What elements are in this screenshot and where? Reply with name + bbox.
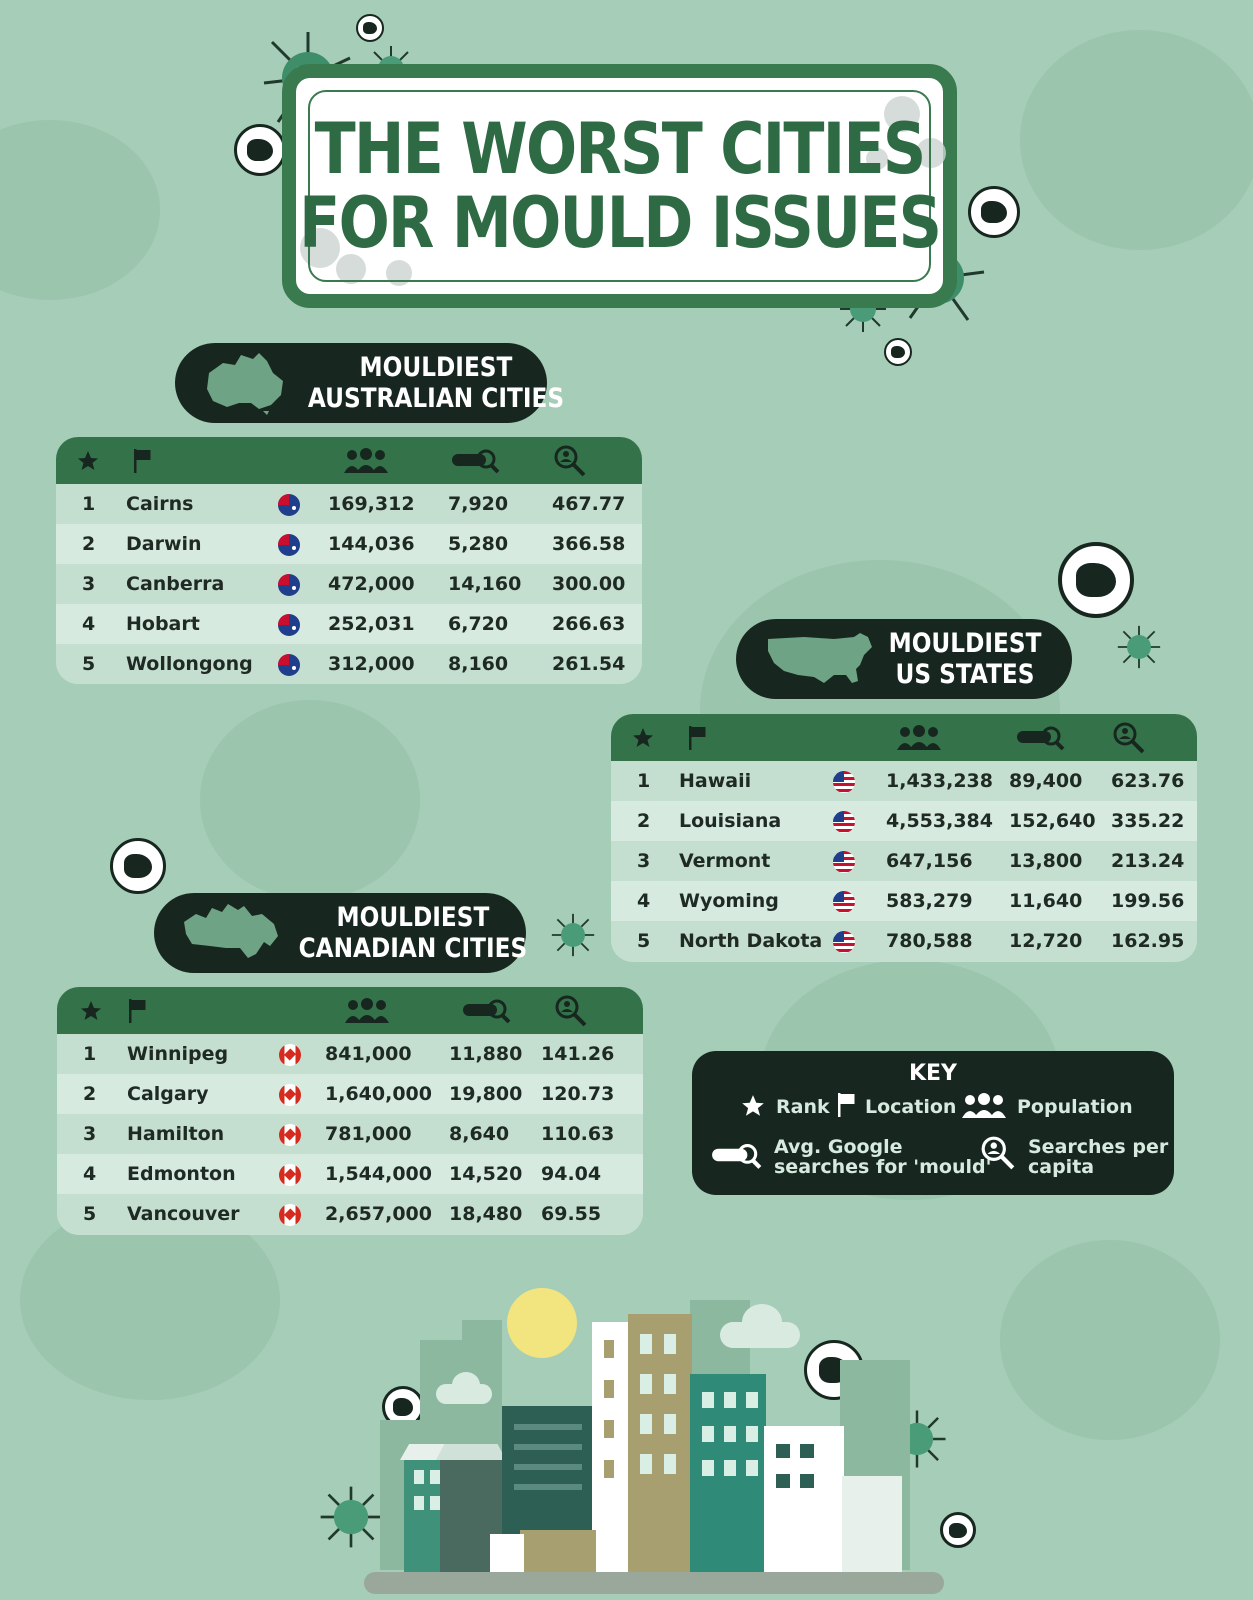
star-icon xyxy=(71,987,111,1034)
mould-badge-icon xyxy=(382,1386,424,1428)
population-cell: 312,000 xyxy=(328,653,415,675)
building xyxy=(490,1534,524,1576)
searches-cell: 11,880 xyxy=(449,1043,523,1065)
rank-cell: 5 xyxy=(637,930,651,952)
virus-icon xyxy=(318,1484,384,1550)
star-icon xyxy=(623,714,663,761)
flag-icon xyxy=(683,714,713,761)
location-cell: Cairns xyxy=(126,493,194,515)
person-search-icon xyxy=(980,1135,1016,1171)
table-header xyxy=(611,714,1197,761)
australia-flag-icon xyxy=(278,534,300,556)
canada-header-line-2: CANADIAN CITIES xyxy=(298,933,528,964)
usa-flag-icon xyxy=(833,931,855,953)
key-legend xyxy=(692,1051,1174,1195)
per-capita-cell: 266.63 xyxy=(552,613,626,635)
table-row xyxy=(611,801,1197,841)
background-splat xyxy=(0,120,160,300)
population-cell: 472,000 xyxy=(328,573,415,595)
table-row xyxy=(57,1074,643,1114)
population-cell: 647,156 xyxy=(886,850,973,872)
person-search-icon xyxy=(1109,714,1149,761)
building xyxy=(404,1456,472,1576)
per-capita-cell: 366.58 xyxy=(552,533,626,555)
australia-table xyxy=(56,437,642,684)
per-capita-cell: 623.76 xyxy=(1111,770,1185,792)
table-row xyxy=(611,921,1197,961)
per-capita-cell: 335.22 xyxy=(1111,810,1185,832)
table-header xyxy=(56,437,642,484)
rank-cell: 2 xyxy=(83,1083,97,1105)
flag-icon xyxy=(836,1089,858,1121)
table-row xyxy=(611,881,1197,921)
mould-badge-icon xyxy=(234,124,286,176)
location-cell: Hobart xyxy=(126,613,200,635)
building xyxy=(440,1456,502,1576)
mould-badge-icon xyxy=(540,1440,580,1480)
key-title: KEY xyxy=(908,1061,957,1086)
building xyxy=(690,1374,766,1576)
mould-badge-icon xyxy=(1058,542,1134,618)
per-capita-cell: 199.56 xyxy=(1111,890,1185,912)
usa-flag-icon xyxy=(833,811,855,833)
search-bar-icon xyxy=(446,437,506,484)
location-cell: Hamilton xyxy=(127,1123,225,1145)
searches-cell: 14,160 xyxy=(448,573,522,595)
building xyxy=(400,1444,476,1460)
page-title-line-1: THE WORST CITIES xyxy=(314,108,925,190)
search-bar-icon xyxy=(1011,714,1071,761)
rank-cell: 2 xyxy=(82,533,96,555)
location-cell: Edmonton xyxy=(127,1163,236,1185)
mould-badge-icon xyxy=(110,838,166,894)
table-row xyxy=(56,604,642,644)
per-capita-cell: 300.00 xyxy=(552,573,626,595)
table-row xyxy=(57,1114,643,1154)
search-bar-icon xyxy=(710,1141,764,1171)
canada-map-icon xyxy=(182,902,280,964)
virus-icon xyxy=(1116,624,1162,670)
location-cell: North Dakota xyxy=(679,930,823,952)
table-row xyxy=(56,644,642,684)
population-cell: 1,640,000 xyxy=(325,1083,432,1105)
searches-cell: 5,280 xyxy=(448,533,509,555)
per-capita-cell: 120.73 xyxy=(541,1083,615,1105)
searches-cell: 18,480 xyxy=(449,1203,523,1225)
building xyxy=(502,1406,594,1576)
background-skyline xyxy=(690,1300,750,1570)
population-cell: 1,433,238 xyxy=(886,770,993,792)
mould-badge-icon xyxy=(968,186,1020,238)
canada-flag-icon xyxy=(279,1164,301,1186)
rank-cell: 3 xyxy=(637,850,651,872)
rank-cell: 1 xyxy=(83,1043,97,1065)
cloud-icon xyxy=(452,1372,480,1398)
australia-header-line-1: MOULDIEST xyxy=(359,352,513,383)
rank-cell: 3 xyxy=(83,1123,97,1145)
mould-badge-icon xyxy=(804,1340,864,1400)
table-row xyxy=(56,524,642,564)
key-rank-label: Rank xyxy=(776,1096,830,1118)
building xyxy=(842,1476,902,1576)
population-cell: 2,657,000 xyxy=(325,1203,432,1225)
building xyxy=(520,1530,596,1576)
background-skyline xyxy=(380,1420,440,1570)
rank-cell: 1 xyxy=(637,770,651,792)
location-cell: Darwin xyxy=(126,533,202,555)
background-skyline xyxy=(420,1340,480,1570)
person-search-icon xyxy=(550,437,590,484)
canada-flag-icon xyxy=(279,1124,301,1146)
location-cell: Wyoming xyxy=(679,890,779,912)
rank-cell: 5 xyxy=(83,1203,97,1225)
flag-icon xyxy=(123,987,153,1034)
title-banner xyxy=(282,64,957,308)
key-per-capita-label-line-1: Searches per xyxy=(1028,1136,1169,1158)
sun-icon xyxy=(507,1288,577,1358)
location-cell: Vancouver xyxy=(127,1203,240,1225)
building xyxy=(628,1314,692,1576)
population-cell: 781,000 xyxy=(325,1123,412,1145)
usa-flag-icon xyxy=(833,891,855,913)
australia-flag-icon xyxy=(278,614,300,636)
rank-cell: 4 xyxy=(82,613,96,635)
page-title-line-2: FOR MOULD ISSUES xyxy=(298,182,941,264)
searches-cell: 6,720 xyxy=(448,613,509,635)
search-bar-icon xyxy=(457,987,517,1034)
population-cell: 252,031 xyxy=(328,613,415,635)
australia-map-icon xyxy=(203,351,287,415)
location-cell: Canberra xyxy=(126,573,225,595)
usa-flag-icon xyxy=(833,851,855,873)
searches-cell: 89,400 xyxy=(1009,770,1083,792)
searches-cell: 11,640 xyxy=(1009,890,1083,912)
table-row xyxy=(56,564,642,604)
table-row xyxy=(611,761,1197,801)
mould-badge-icon xyxy=(356,14,384,42)
cloud-icon xyxy=(720,1322,800,1348)
cloud-icon xyxy=(436,1384,492,1404)
flag-icon xyxy=(128,437,158,484)
population-cell: 144,036 xyxy=(328,533,415,555)
population-cell: 1,544,000 xyxy=(325,1163,432,1185)
mould-badge-icon xyxy=(884,338,912,366)
us-table xyxy=(611,714,1197,962)
australia-flag-icon xyxy=(278,654,300,676)
table-row xyxy=(57,1194,643,1234)
key-location-label: Location xyxy=(865,1096,957,1118)
background-splat xyxy=(1000,1240,1220,1440)
searches-cell: 8,640 xyxy=(449,1123,510,1145)
searches-cell: 8,160 xyxy=(448,653,509,675)
canada-section-header xyxy=(154,893,526,973)
table-row xyxy=(56,484,642,524)
virus-icon xyxy=(886,1408,948,1470)
rank-cell: 4 xyxy=(637,890,651,912)
background-splat xyxy=(200,700,420,900)
australia-flag-icon xyxy=(278,494,300,516)
usa-flag-icon xyxy=(833,771,855,793)
per-capita-cell: 141.26 xyxy=(541,1043,615,1065)
searches-cell: 13,800 xyxy=(1009,850,1083,872)
building xyxy=(436,1444,506,1460)
per-capita-cell: 110.63 xyxy=(541,1123,615,1145)
location-cell: Hawaii xyxy=(679,770,752,792)
rank-cell: 2 xyxy=(637,810,651,832)
searches-cell: 12,720 xyxy=(1009,930,1083,952)
per-capita-cell: 261.54 xyxy=(552,653,626,675)
key-searches-label-line-1: Avg. Google xyxy=(774,1136,903,1158)
table-row xyxy=(57,1034,643,1074)
canada-header-line-1: MOULDIEST xyxy=(336,902,490,933)
rank-cell: 3 xyxy=(82,573,96,595)
background-splat xyxy=(1020,30,1253,250)
canada-table xyxy=(57,987,643,1235)
location-cell: Winnipeg xyxy=(127,1043,229,1065)
us-section-header xyxy=(736,619,1072,699)
building xyxy=(592,1322,630,1576)
key-per-capita-label-line-2: capita xyxy=(1028,1156,1095,1178)
location-cell: Calgary xyxy=(127,1083,209,1105)
per-capita-cell: 162.95 xyxy=(1111,930,1185,952)
per-capita-cell: 69.55 xyxy=(541,1203,602,1225)
us-header-line-1: MOULDIEST xyxy=(888,628,1042,659)
people-icon xyxy=(336,437,396,484)
australia-header-line-2: AUSTRALIAN CITIES xyxy=(307,383,565,414)
australia-section-header xyxy=(175,343,565,423)
key-searches-label-line-2: searches for 'mould' xyxy=(774,1156,992,1178)
canada-flag-icon xyxy=(279,1204,301,1226)
table-header xyxy=(57,987,643,1034)
searches-cell: 14,520 xyxy=(449,1163,523,1185)
per-capita-cell: 467.77 xyxy=(552,493,626,515)
location-cell: Wollongong xyxy=(126,653,253,675)
table-row xyxy=(611,841,1197,881)
building xyxy=(764,1426,844,1576)
searches-cell: 19,800 xyxy=(449,1083,523,1105)
star-icon xyxy=(740,1093,766,1119)
canada-flag-icon xyxy=(279,1084,301,1106)
usa-map-icon xyxy=(764,629,876,689)
population-cell: 169,312 xyxy=(328,493,415,515)
population-cell: 583,279 xyxy=(886,890,973,912)
australia-flag-icon xyxy=(278,574,300,596)
people-icon xyxy=(337,987,397,1034)
canada-flag-icon xyxy=(279,1044,301,1066)
background-skyline xyxy=(462,1320,502,1570)
person-search-icon xyxy=(551,987,591,1034)
population-cell: 4,553,384 xyxy=(886,810,993,832)
us-header-line-2: US STATES xyxy=(895,659,1035,690)
population-cell: 780,588 xyxy=(886,930,973,952)
searches-cell: 152,640 xyxy=(1009,810,1096,832)
location-cell: Vermont xyxy=(679,850,771,872)
cloud-icon xyxy=(742,1304,782,1340)
mould-badge-icon xyxy=(940,1512,976,1548)
location-cell: Louisiana xyxy=(679,810,782,832)
key-population-label: Population xyxy=(1017,1096,1133,1118)
people-icon xyxy=(960,1091,1008,1121)
rank-cell: 4 xyxy=(83,1163,97,1185)
star-icon xyxy=(68,437,108,484)
table-row xyxy=(57,1154,643,1194)
rank-cell: 1 xyxy=(82,493,96,515)
searches-cell: 7,920 xyxy=(448,493,509,515)
ground-platform xyxy=(364,1572,944,1594)
people-icon xyxy=(889,714,949,761)
population-cell: 841,000 xyxy=(325,1043,412,1065)
per-capita-cell: 94.04 xyxy=(541,1163,602,1185)
rank-cell: 5 xyxy=(82,653,96,675)
per-capita-cell: 213.24 xyxy=(1111,850,1185,872)
